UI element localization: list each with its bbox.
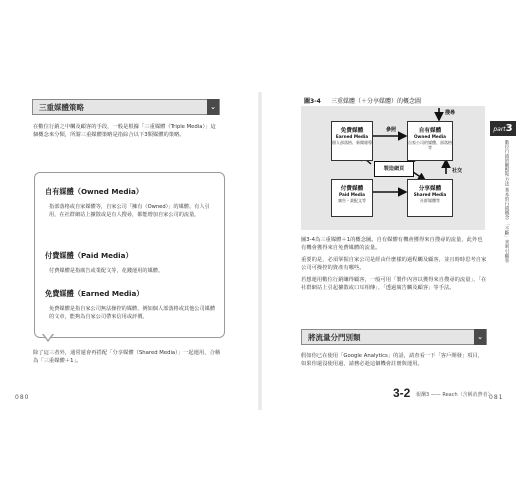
right-body-1: 圖3-4為三重媒體＋1的概念圖。自有媒體有機會獲得來自搜尋的流量，此外也有機會獲得來自免費媒體的流量。 [301,237,483,252]
owned-box-en: Owned Media [414,134,446,139]
owned-media-heading: 自有媒體（Owned Media） [45,187,144,196]
paid-media-box [331,179,373,217]
earned-media-body: 免費媒體是指自家公司無法操控的媒體，例如個人部落格或其他公司媒體的文章，能夠為自家公司帶來信用或評價。 [49,306,216,321]
paid-media-heading: 付費媒體（Paid Media） [45,251,133,260]
owned-media-box [407,121,453,161]
earned-box-desc: 個人部落格、新聞報導 [332,140,372,145]
owned-media-body: 指部落格或自家媒體等，自家公司「擁有（Owned）」的媒體。有人引用，在社群網站上擴散或是有人搜尋，都能增加自家公司的流量。 [49,204,210,219]
right-body-3: 若想運用數位行銷賺得顧客，一般可用「製作內容以獲得來自搜尋的流量」、「在社群網站上引起擴散或口耳相傳」、「透過廣告觸及顧客」等手法。 [301,277,487,292]
figure-caption: 三重媒體（＋分享媒體）的概念圖 [330,98,421,105]
section-bar-triple-media [32,99,220,115]
running-head: 報酬3 —— Reach（含稱消費者） [416,392,493,398]
chapter-number: 3-2 [393,386,411,400]
part-tab [490,121,516,136]
paid-box-desc: 廣告・業配文等 [338,198,366,203]
owned-box-title: 自有媒體 [418,128,442,134]
earned-media-heading: 免費媒體（Earned Media） [45,289,144,298]
chevron-down-icon: ⌄ [474,329,486,345]
vertical-chapter-text: 數位行銷的觀點和方法 基本的行銷概念 「不斷」來吸引顧客 [504,140,509,263]
paid-box-en: Paid Media [339,192,365,197]
figure-number: 圖3-4 [304,98,321,105]
center-traffic-box: 製造網頁 [374,161,414,177]
right-body-4: 假如你已在使用「Google Analytics」的話，請查看一下「客戶開發」項目，如果你還沒使用過，請務必趁這個機會註冊與運用。 [301,353,484,368]
chevron-down-icon: ⌄ [207,99,219,115]
label-search: 搜尋 [445,110,456,116]
outro-paragraph: 除了這三者外，通常還會再搭配「分享媒體（Shared Media）」一起運用，合稱為「三重媒體＋1」。 [33,350,221,365]
section-title-traffic: 將流量分門別類 [308,333,361,342]
earned-box-title: 免費媒體 [340,128,364,134]
section-title: 三重媒體策略 [39,103,84,112]
label-cite: 參照 [386,127,397,133]
media-types-card [34,172,225,338]
shared-box-en: Shared Media [413,192,447,197]
shared-media-box [407,179,453,217]
earned-box-en: Earned Media [335,134,369,139]
owned-box-desc: 自家公司的媒體、部落格等 [408,140,452,150]
shared-box-desc: 社群媒體等 [420,198,440,203]
left-folio: 080 [15,394,30,401]
right-folio: 081 [489,394,504,401]
right-body-2: 重要的是，必須掌握自家公司是經由什麼樣的過程觸及顧客，並且時時思考自家公司可操控的資產有哪些。 [301,257,487,272]
card-tail-inner [43,333,53,340]
earned-media-box [331,121,373,161]
book-gutter [258,92,262,410]
paid-box-title: 付費媒體 [340,186,364,192]
paid-media-body: 付費媒體是指廣告或業配文等，花錢運用的媒體。 [49,268,164,274]
part-tab-number: 3 [505,123,513,134]
label-social: 社交 [452,168,463,174]
section-bar-traffic [301,329,487,345]
figure-title [304,96,421,105]
shared-box-title: 分享媒體 [418,186,442,192]
intro-paragraph: 在數位行銷之中觸及顧客的手段，一般是根據「三重媒體（Triple Media）」這個概念來分類，所謂三重媒體策略是指綜合以下3類媒體的策略。 [33,124,216,139]
part-tab-label: part [493,126,506,133]
